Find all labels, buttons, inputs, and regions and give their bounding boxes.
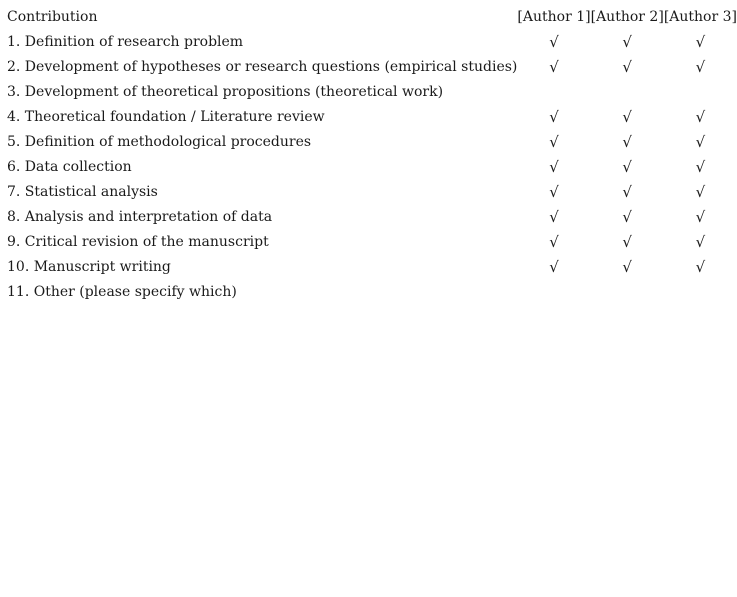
author-2-header: [Author 2] bbox=[590, 8, 664, 25]
table-row bbox=[7, 254, 737, 279]
author-1-cell bbox=[517, 79, 590, 104]
author-3-cell bbox=[664, 29, 737, 54]
author-2-cell bbox=[591, 104, 664, 129]
contribution-label: 8. Analysis and interpretation of data bbox=[7, 208, 273, 225]
contribution-label: 4. Theoretical foundation / Literature review bbox=[7, 108, 325, 125]
contribution-header: Contribution bbox=[7, 8, 98, 25]
check-mark-icon: √ bbox=[622, 132, 632, 151]
check-mark-icon: √ bbox=[549, 32, 559, 51]
check-mark-icon: √ bbox=[622, 57, 632, 76]
author-1-cell bbox=[517, 29, 590, 54]
check-mark-icon: √ bbox=[695, 257, 706, 276]
check-mark-icon: √ bbox=[622, 257, 632, 276]
check-mark-icon: √ bbox=[622, 32, 632, 51]
check-mark-icon: √ bbox=[695, 132, 706, 151]
check-mark-icon: √ bbox=[622, 182, 632, 201]
author-1-cell bbox=[517, 279, 590, 304]
author-2-cell bbox=[591, 279, 664, 304]
author-1-cell bbox=[517, 229, 590, 254]
check-mark-icon: √ bbox=[695, 32, 706, 51]
author-1-cell bbox=[517, 54, 590, 79]
author-2-cell bbox=[591, 79, 664, 104]
author-1-cell bbox=[517, 204, 590, 229]
check-mark-icon: √ bbox=[695, 57, 706, 76]
author-1-cell bbox=[517, 104, 590, 129]
check-mark-icon: √ bbox=[549, 57, 559, 76]
author-3-cell bbox=[664, 229, 737, 254]
author-2-cell bbox=[591, 254, 664, 279]
author-2-cell bbox=[591, 29, 664, 54]
author-3-cell bbox=[664, 154, 737, 179]
author-2-cell bbox=[591, 154, 664, 179]
table-row bbox=[7, 54, 737, 79]
contributions-body bbox=[7, 29, 737, 304]
contribution-label: 3. Development of theoretical propositions (theoretical work) bbox=[7, 83, 444, 100]
check-mark-icon: √ bbox=[549, 257, 559, 276]
author-2-cell bbox=[591, 129, 664, 154]
check-mark-icon: √ bbox=[549, 107, 559, 126]
check-mark-icon: √ bbox=[695, 232, 706, 251]
author-3-cell bbox=[664, 79, 737, 104]
table-row bbox=[7, 154, 737, 179]
contribution-label: 6. Data collection bbox=[7, 158, 132, 175]
contribution-label: 7. Statistical analysis bbox=[7, 183, 158, 200]
contribution-label: 11. Other (please specify which) bbox=[7, 283, 237, 300]
contribution-label: 9. Critical revision of the manuscript bbox=[7, 233, 269, 250]
author-1-header: [Author 1] bbox=[517, 8, 591, 25]
contribution-label: 1. Definition of research problem bbox=[7, 33, 244, 50]
table-row bbox=[7, 179, 737, 204]
author-2-cell bbox=[591, 54, 664, 79]
header-row bbox=[7, 4, 737, 29]
table-row bbox=[7, 79, 737, 104]
author-2-cell bbox=[591, 229, 664, 254]
check-mark-icon: √ bbox=[695, 207, 706, 226]
check-mark-icon: √ bbox=[622, 157, 632, 176]
table-row bbox=[7, 104, 737, 129]
contributions-table bbox=[7, 4, 737, 304]
table-row bbox=[7, 29, 737, 54]
author-3-cell bbox=[664, 204, 737, 229]
check-mark-icon: √ bbox=[549, 132, 559, 151]
check-mark-icon: √ bbox=[695, 107, 706, 126]
check-mark-icon: √ bbox=[549, 207, 559, 226]
author-3-cell bbox=[664, 54, 737, 79]
author-2-cell bbox=[591, 204, 664, 229]
check-mark-icon: √ bbox=[549, 232, 559, 251]
check-mark-icon: √ bbox=[549, 157, 559, 176]
check-mark-icon: √ bbox=[695, 157, 706, 176]
check-mark-icon: √ bbox=[622, 232, 632, 251]
author-2-cell bbox=[591, 179, 664, 204]
author-1-cell bbox=[517, 254, 590, 279]
check-mark-icon: √ bbox=[549, 182, 559, 201]
author-1-cell bbox=[517, 179, 590, 204]
check-mark-icon: √ bbox=[622, 107, 632, 126]
contribution-label: 10. Manuscript writing bbox=[7, 258, 171, 275]
table-row bbox=[7, 204, 737, 229]
author-3-cell bbox=[664, 254, 737, 279]
check-mark-icon: √ bbox=[695, 182, 706, 201]
table-row bbox=[7, 279, 737, 304]
author-1-cell bbox=[517, 129, 590, 154]
author-3-cell bbox=[664, 279, 737, 304]
table-row bbox=[7, 229, 737, 254]
author-3-cell bbox=[664, 104, 737, 129]
author-3-cell bbox=[664, 129, 737, 154]
author-1-cell bbox=[517, 154, 590, 179]
contribution-label: 5. Definition of methodological procedures bbox=[7, 133, 312, 150]
contribution-label: 2. Development of hypotheses or research questions (empirical studies) bbox=[7, 58, 518, 75]
check-mark-icon: √ bbox=[622, 207, 632, 226]
author-3-header: [Author 3] bbox=[663, 8, 737, 25]
author-3-cell bbox=[664, 179, 737, 204]
table-row bbox=[7, 129, 737, 154]
